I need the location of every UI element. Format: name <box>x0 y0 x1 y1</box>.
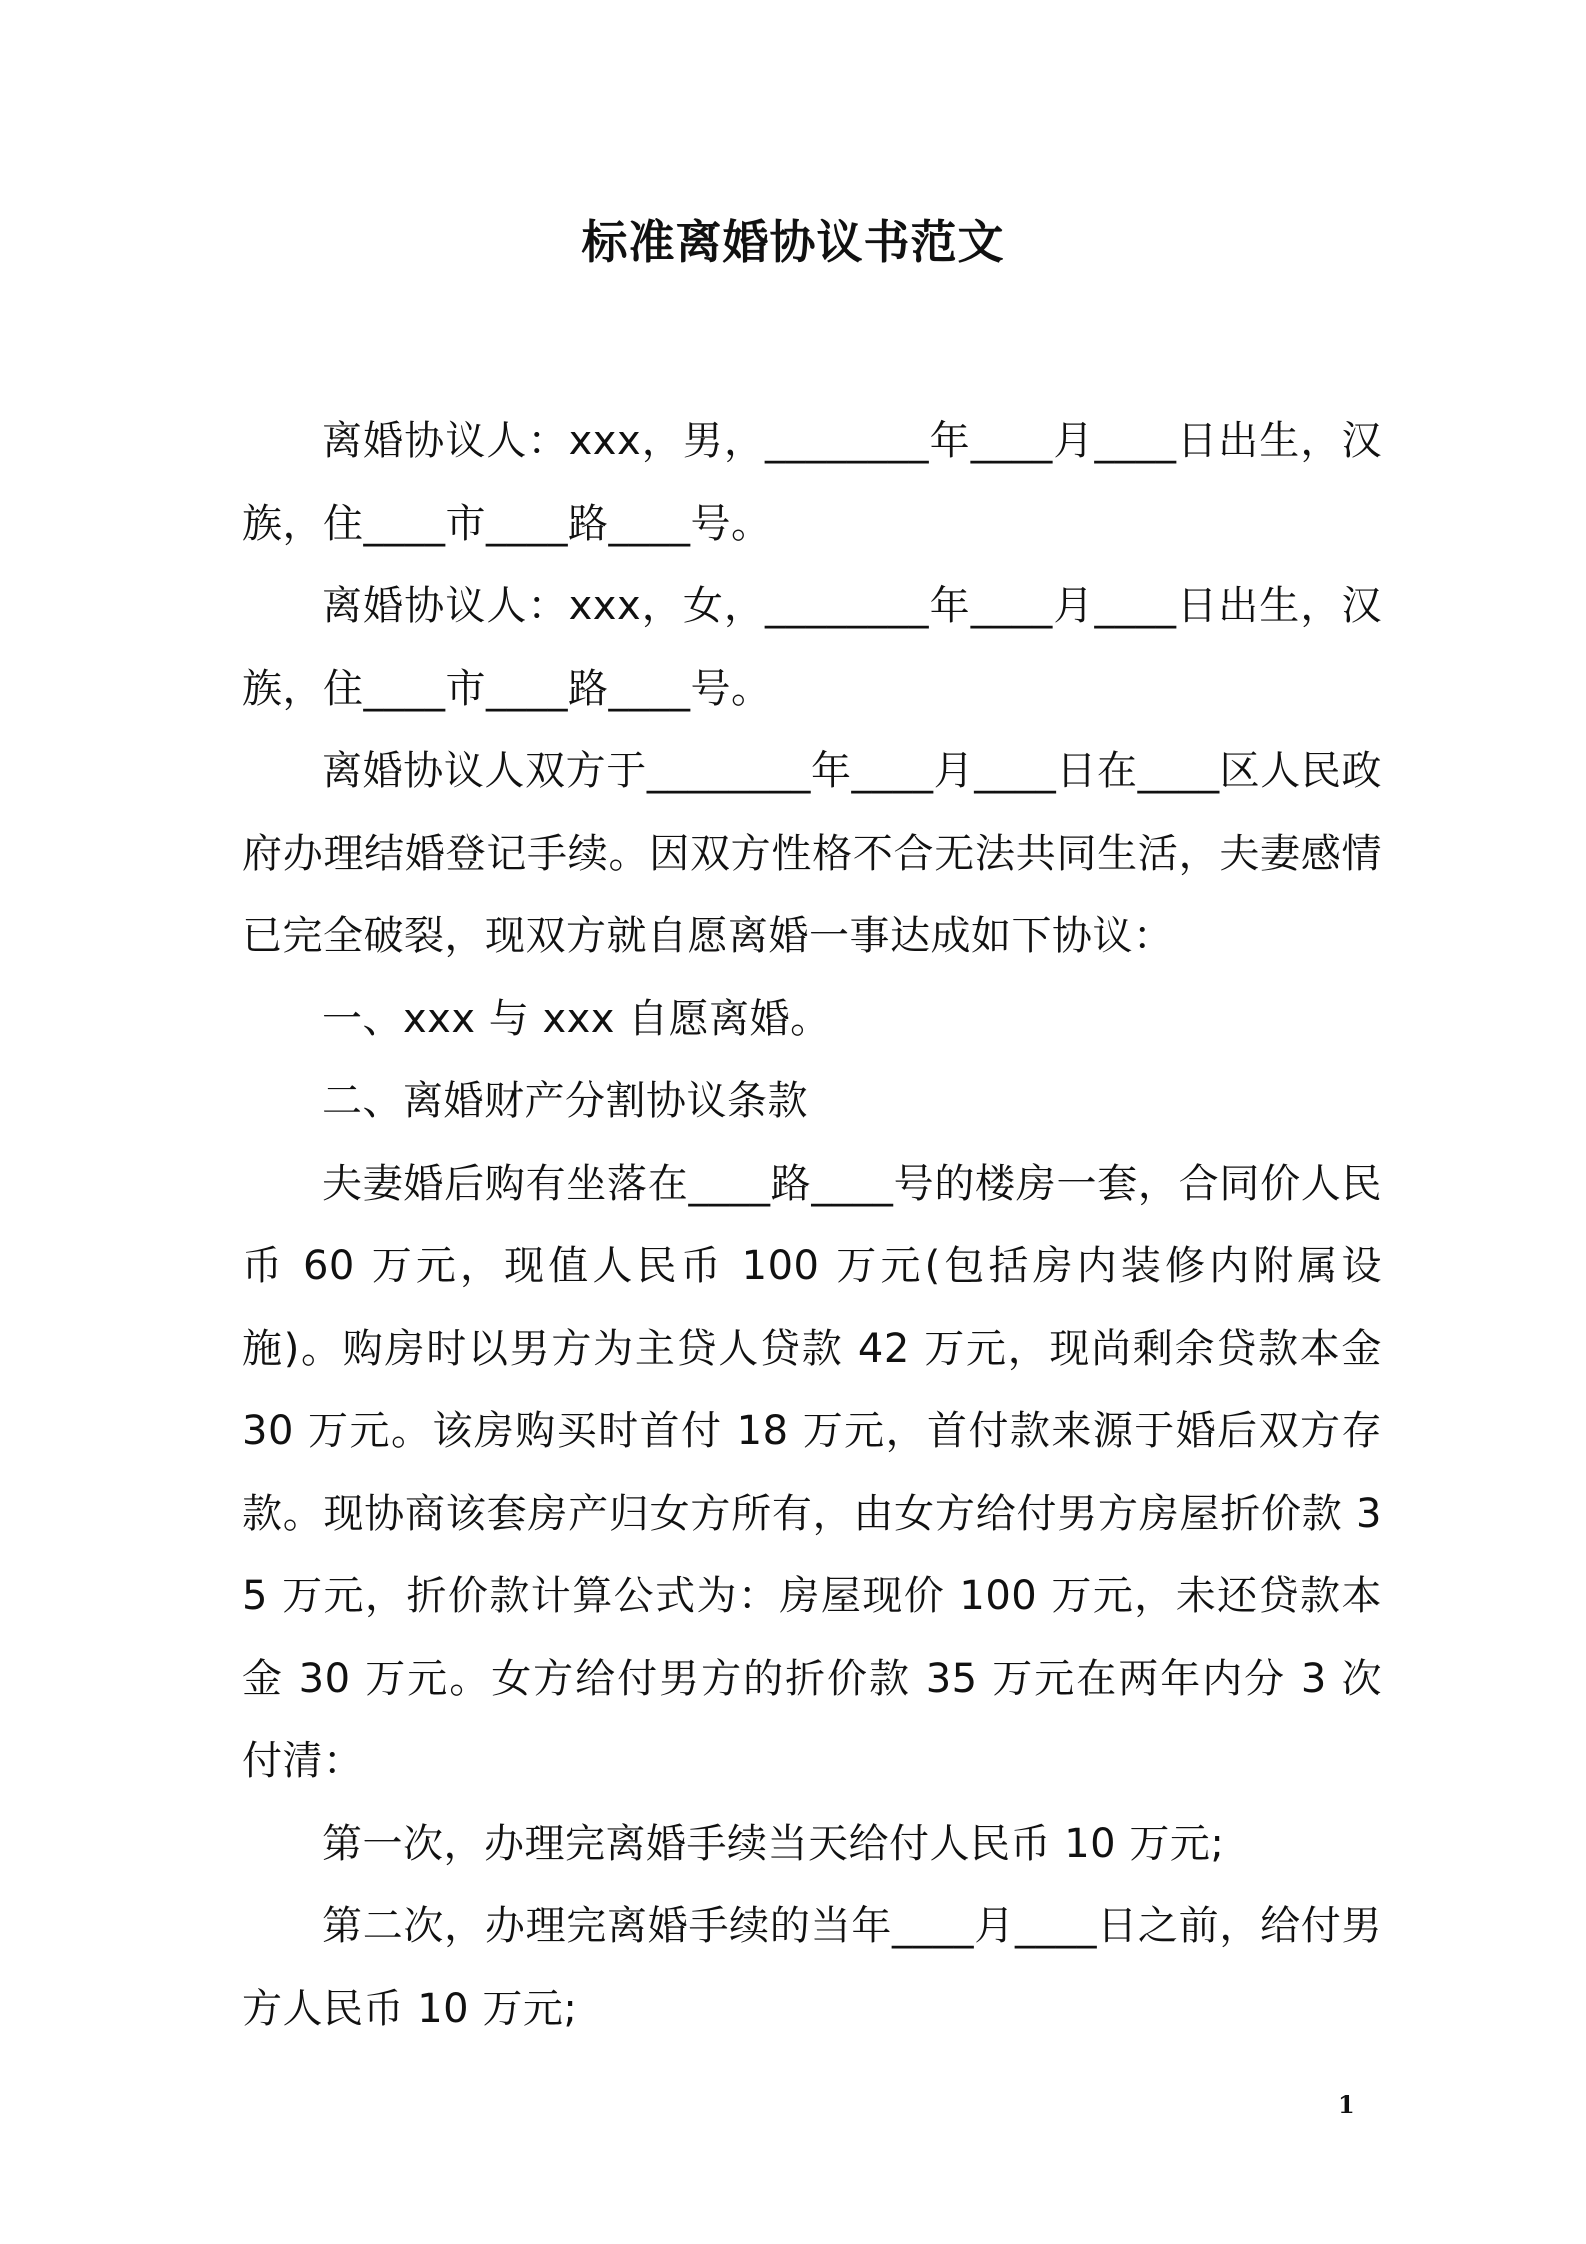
document-body <box>242 400 1382 2050</box>
paragraph-female-party: 离婚协议人：xxx，女，________年____月____日出生，汉族，住____市____路____号。 <box>242 583 1382 712</box>
page-number: 1 <box>1338 2090 1355 2119</box>
paragraph-male-party: 离婚协议人：xxx，男，________年____月____日出生，汉族，住____市____路____号。 <box>242 418 1382 547</box>
paragraph-marriage-registration: 离婚协议人双方于________年____月____日在____区人民政府办理结婚登记手续。因双方性格不合无法共同生活，夫妻感情已完全破裂，现双方就自愿离婚一事达成如下协议： <box>242 748 1382 959</box>
document-title: 标准离婚协议书范文 <box>581 215 1005 269</box>
paragraph-house-property: 夫妻婚后购有坐落在____路____号的楼房一套，合同价人民币 60 万元，现值人民币 100 万元(包括房内装修内附属设施)。购房时以男方为主贷人贷款 42 万元，现尚剩余贷款本金 30 万元。该房购买时首付 18 万元，首付款来源于婚后双方存款。现协商该套房产归女方所有，由女方给付男方房屋折价款 35 万元，折价款计算公式为：房屋现价 100 万元，未还贷款本金 30 万元。女方给付男方的折价款 35 万元在两年内分 3 次付清： <box>242 1160 1382 1784</box>
payment-first-installment: 第一次，办理完离婚手续当天给付人民币 10 万元; <box>322 1820 1225 1867</box>
clause-property-division-heading: 二、离婚财产分割协议条款 <box>322 1078 808 1124</box>
clause-voluntary-divorce: 一、xxx 与 xxx 自愿离婚。 <box>322 995 831 1042</box>
payment-second-installment: 第二次，办理完离婚手续的当年____月____日之前，给付男方人民币 10 万元; <box>242 1903 1382 2032</box>
